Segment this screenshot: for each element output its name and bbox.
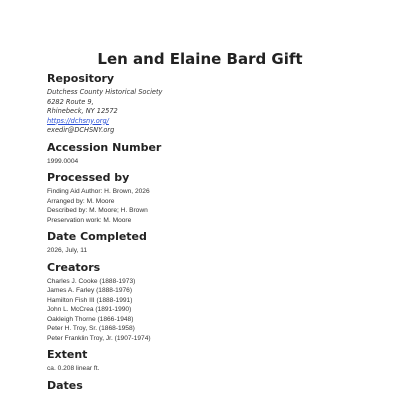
repository-address <box>47 88 367 136</box>
creator-item: Oakleigh Thorne (1866-1948) <box>47 315 134 323</box>
extent-section <box>47 348 367 374</box>
creators-heading: Creators <box>47 260 101 274</box>
creator-item: Hamilton Fish III (1888-1991) <box>47 296 133 304</box>
page-title: Len and Elaine Bard Gift <box>97 50 303 68</box>
accession-section <box>47 141 367 167</box>
creator-item: Peter Franklin Troy, Jr. (1907-1974) <box>47 334 151 342</box>
creators-list <box>47 277 367 344</box>
dates-heading: Dates <box>47 378 83 392</box>
repository-name: Dutchess County Historical Society <box>47 88 163 96</box>
repository-website-link[interactable]: https://dchsny.org/ <box>47 116 109 125</box>
creators-section <box>47 261 367 344</box>
creator-item: Peter H. Troy, Sr. (1868-1958) <box>47 325 135 332</box>
finding-aid-content <box>47 72 367 398</box>
processed-by-section <box>47 171 367 225</box>
accession-number: 1999.0004 <box>47 157 79 165</box>
processed-by-item: Described by: M. Moore; H. Brown <box>47 207 148 214</box>
extent-value: ca. 0.208 linear ft. <box>47 365 100 372</box>
processed-by-item: Preservation work: M. Moore <box>47 216 132 224</box>
creator-item: James A. Farley (1888-1976) <box>47 287 133 294</box>
dates-section <box>47 379 367 393</box>
repository-section <box>47 72 367 136</box>
repository-street: 6282 Route 9, <box>47 97 94 106</box>
processed-by-list <box>47 187 367 225</box>
date-completed-value: 2026, July, 11 <box>47 247 88 254</box>
creator-item: Charles J. Cooke (1888-1973) <box>47 277 136 285</box>
repository-heading: Repository <box>47 72 115 85</box>
date-completed-heading: Date Completed <box>47 230 147 243</box>
processed-by-item: Arranged by: M. Moore <box>47 197 115 205</box>
creator-item: John L. McCrea (1891-1990) <box>47 306 132 313</box>
date-completed-section <box>47 230 367 256</box>
accession-heading: Accession Number <box>47 140 162 154</box>
extent-heading: Extent <box>47 348 88 361</box>
repository-city: Rhinebeck, NY 12572 <box>47 107 118 115</box>
repository-email: exedir@DCHSNY.org <box>47 126 115 134</box>
processed-by-heading: Processed by <box>47 171 130 184</box>
processed-by-item: Finding Aid Author: H. Brown, 2026 <box>47 188 150 195</box>
